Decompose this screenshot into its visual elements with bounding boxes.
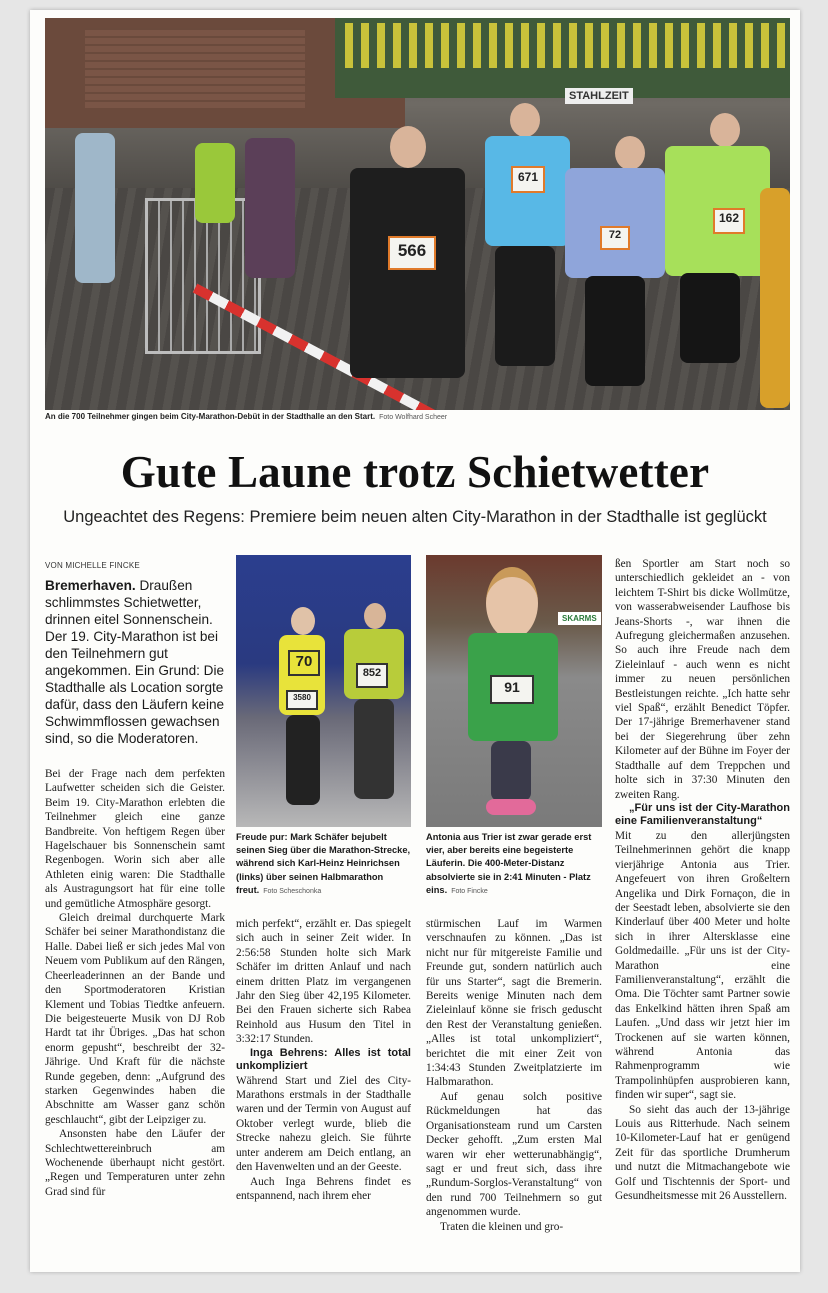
paragraph: Während Start und Ziel des City-Marathons erstmals in der Stadthalle waren und der Termin von August auf Oktober verlegt wurde, blieb die Strecke nahezu gleich. Sie führte unter anderem am Deich entlang, an den Havenwelten und an der Geeste. [236, 1074, 411, 1174]
child-shoes [486, 799, 536, 815]
subheadline: Ungeachtet des Regens: Premiere beim neuen alten City-Marathon in der Stadthalle ist geglückt [63, 508, 767, 526]
child-head [486, 567, 538, 639]
photo-credit: Foto Wolfhard Scheer [379, 414, 448, 421]
runner-legs [585, 276, 645, 386]
column-1 [45, 767, 225, 1199]
caption-text: An die 700 Teilnehmer gingen beim City-Marathon-Debüt in der Stadthalle an den Start. [45, 412, 376, 421]
runner-head [615, 136, 645, 170]
runner-head [510, 103, 540, 137]
paragraph: Gleich dreimal durchquerte Mark Schäfer bei seiner Marathondistanz die Halle. Dabei ließ er sich jedes Mal von Neuem vom Publikum auf den Rängen, Cheerleaderinnen an der Bande und den Sportmoderatoren Kristian Klement und Tobias Tiedtke anfeuern. Die beigesteuerte Musik von DJ Rob Hardt tat ihr Übriges. „Das hat schon enorm gepusht“, beschreibt der 32-Jährige. Und Kraft für die nächste Runde gegeben, denn: „Aufgrund des starken Gegenwindes haben die Abschnitte am Wasser ganz schön geschlaucht“, gibt der Leipziger zu. [45, 912, 225, 1126]
paragraph: So sieht das auch der 13-jährige Louis aus Ritterhude. Nach seinem 10-Kilometer-Lauf hat er genügend Zeit für das sportliche Drumherum und nutzt die Mitmachangebote wie Golf und Tischtennis der Sport- und Gesundheitsmesse mit 26 Ausstellern. [615, 1103, 790, 1203]
bib-number: 566 [388, 236, 436, 270]
child-legs [491, 741, 531, 801]
runner-legs [286, 715, 320, 805]
subheading: Inga Behrens: Alles ist total unkompliziert [236, 1046, 411, 1073]
newspaper-page [30, 10, 800, 1272]
bib-number: 72 [600, 226, 630, 250]
byline: VON MICHELLE FINCKE [45, 561, 140, 570]
child-photo [426, 555, 602, 827]
runner-legs [680, 273, 740, 363]
paragraph: Bei der Frage nach dem perfekten Laufwetter scheiden sich die Geister. Beim 19. City-Marathon erlebten die Teilnehmer gleich eine ganze Bandbreite. Von heftigem Regen über Hagelschauer bis Sonnenschein samt Regenbogen. Worin sich aber alle Athleten einig waren: Die Stadthalle als Austragungsort hat für eine tolle und gemütliche Atmosphäre gesorgt. [45, 768, 225, 910]
bib-number: 162 [713, 208, 745, 234]
runner-head [390, 126, 426, 168]
bib-number: 3580 [286, 690, 318, 710]
paragraph: stürmischen Lauf im Warmen verschnaufen zu können. „Das ist nicht nur für mitgereiste Familie und Freunde gut, sondern natürlich auch für uns Starter“, sagt die Bremerin. Bereits wenige Minuten nach dem Zieleinlauf könne sie frisch geduscht den Rest der Veranstaltung genießen. „Alles ist total unkompliziert“, berichtet die mit einer Zeit von 1:34:43 Stunden Zweitplatzierte im Halbmarathon. [426, 918, 602, 1089]
column-2 [236, 917, 411, 1203]
paragraph: Auch Inga Behrens findet es entspannend, nach ihrem eher [236, 1175, 411, 1202]
spectator [195, 143, 235, 223]
runner-legs [495, 246, 555, 366]
runner-lightblue-shirt [565, 168, 665, 278]
caption-text: Freude pur: Mark Schäfer bejubelt seinen Sieg über die Marathon-Strecke, während sich Karl-Heinz Heinrichsen (links) über seinen Halbmarathon freut. [236, 832, 411, 895]
finish-photo [236, 555, 411, 827]
photo-2-caption [236, 831, 414, 898]
venue-sign: STAHLZEIT [565, 88, 633, 104]
bib-number: 671 [511, 166, 545, 193]
main-photo [45, 18, 790, 410]
bib-number: 70 [288, 650, 320, 676]
lead-paragraph [45, 577, 225, 747]
runner-head [364, 603, 386, 629]
headline: Gute Laune trotz Schietwetter [120, 447, 710, 497]
photo-credit: Foto Scheschonka [263, 887, 322, 895]
paragraph: Auf genau solch positive Rückmeldungen hat das Organisationsteam rund um Carsten Decker gehofft. „Zum ersten Mal waren wir eher wetterunabhängig“, sagt er und freut sich, dass ihre „Rundum-Sorglos-Veranstaltung“ von den rund 700 Teilnehmern so gut angenommen wurde. [426, 1090, 602, 1219]
main-photo-caption [45, 412, 790, 421]
paragraph: Ansonsten habe den Läufer der Schlechtwettereinbruch am Wochenende überhaupt nicht gestört. „Regen und Temperaturen unter zehn Grad sind für [45, 1128, 225, 1198]
spectator [245, 138, 295, 278]
bib-number: 852 [356, 663, 388, 688]
runner-head [291, 607, 315, 635]
subheading: „Für uns ist der City-Marathon eine Familienveranstaltung“ [615, 801, 790, 828]
brick-wall [85, 28, 305, 108]
runner-head [710, 113, 740, 147]
column-3 [426, 917, 602, 1234]
paragraph: Traten die kleinen und gro- [440, 1220, 564, 1233]
runner-black-shirt [350, 168, 465, 378]
paragraph: mich perfekt“, erzählt er. Das spiegelt sich auch in seiner Zeit wider. In 2:56:58 Stunden holte sich Mark Schäfer im dritten Anlauf und nach einem dritten Platz im vergangenen Jahr den Sieg über 42,195 Kilometer. Bei den Frauen sicherte sich Rabea Reinhold aus Husum den Titel in 3:32:17 Stunden. [236, 918, 411, 1046]
bib-number: 91 [490, 675, 534, 704]
runner-legs [354, 699, 394, 799]
lead-text: Draußen schlimmstes Schietwetter, drinnen eitel Sonnenschein. Der 19. City-Marathon ist bei den Teilnehmern gut angekommen. Ein Grund: Die Stadthalle als Location sorgte dafür, dass den Läufern keine Schwimmflossen gewachsen sind, so die Moderatoren. [45, 578, 225, 746]
paragraph: ßen Sportler am Start noch so unterschiedlich gekleidet an - von leichtem T-Shirt bis dicke Wollmütze, von wasserabweisender Laufhose bis Jeans-Shorts -, war ihnen die Aufregung gleichermaßen anzusehen. So auch ihre Freude nach dem Zieleinlauf - auch wenn es nicht immer zu neuen persönlichen Bestleistungen reichte. „Ich hatte sehr viel Spaß“, erzählt Benedict Töpfer. Der 17-jährige Bremerhavener stand bei der Siegerehrung über zehn Kilometer auf der Bühne im Foyer der Stadthalle auf dem Treppchen und holte sich in 37:30 Minuten den zweiten Rang. [615, 558, 790, 801]
hall-sign: SKARMS [558, 612, 601, 625]
photo-credit: Foto Fincke [451, 887, 488, 895]
facade-stripes [345, 23, 785, 68]
runner-edge [760, 188, 790, 408]
paragraph: Mit zu den allerjüngsten Teilnehmerinnen gehört die knapp vierjährige Antonia aus Trier. Angefeuert von ihren Großeltern Angelika und Dirk Fornaçon, die in der Seestadt leben, absolvierte sie den Kinderlauf über 400 Meter und holte sich in ihrer Altersklasse eine Goldmedaille. „Für uns ist der City-Marathon eine Familienveranstaltung“, erzählt die Oma. Die Töchter samt Partner sowie das Enkelkind hätten ihren Spaß am Laufen. „Und dass wir jetzt hier im Trockenen auf sie warten können, während Antonia das Rahmenprogramm wie Trampolinhüpfen ausprobieren kann, finden wir super“, sagt sie. [615, 829, 790, 1102]
caption-text: Antonia aus Trier ist zwar gerade erst vier, aber bereits eine begeisterte Läuferin. Die 400-Meter-Distanz absolvierte sie in 2:41 Minuten - Platz eins. [426, 832, 592, 895]
column-4 [615, 557, 790, 1203]
dateline: Bremerhaven. [45, 578, 136, 593]
photo-3-caption [426, 831, 604, 898]
spectator [75, 133, 115, 283]
